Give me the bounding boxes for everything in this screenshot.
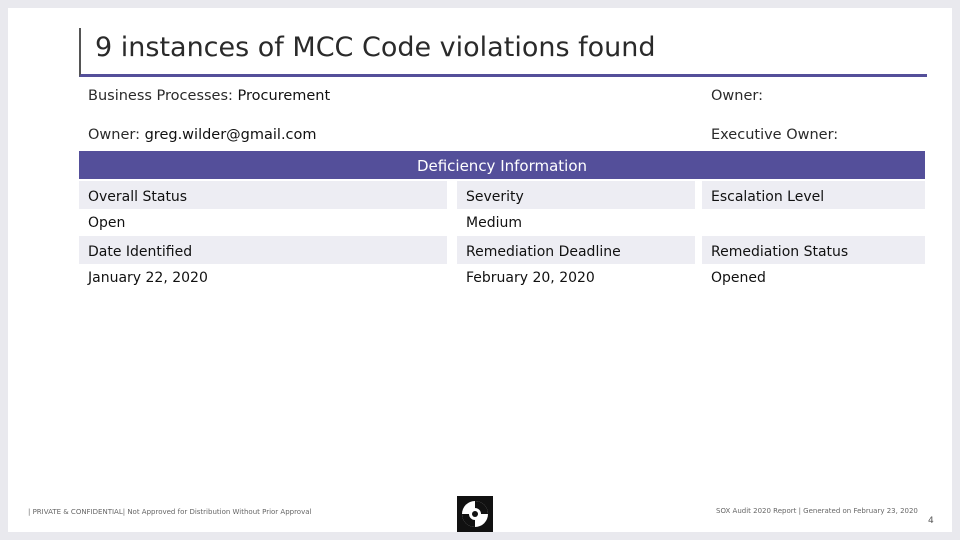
circular-swirl-logo-icon [457,496,493,532]
header-cell-remediation-status [702,236,925,264]
value-severity: Medium [466,215,522,231]
header-severity: Severity [466,189,524,205]
value-overall-status: Open [88,215,126,231]
header-date-identified: Date Identified [88,244,193,260]
header-remediation-deadline: Remediation Deadline [466,244,621,260]
business-processes-value: Procurement [237,88,331,104]
title-bar [79,28,927,77]
value-date-identified: January 22, 2020 [88,270,208,286]
header-overall-status: Overall Status [88,189,188,205]
executive-owner [711,127,838,143]
header-cell-remediation-deadline [457,236,695,264]
deficiency-heading: Deficiency Information [79,151,925,179]
executive-owner-label: Executive Owner: [711,127,839,143]
page-number: 4 [928,516,934,526]
owner-top-right [711,88,763,104]
owner-value: greg.wilder@gmail.com [144,127,317,143]
header-cell-overall-status [79,181,447,209]
header-cell-date-identified [79,236,447,264]
footer-confidential: | PRIVATE & CONFIDENTIAL| Not Approved for Distribution Without Prior Approval [28,508,312,516]
header-remediation-status: Remediation Status [711,244,849,260]
owner-label: Owner: [88,127,140,143]
value-remediation-status: Opened [711,270,766,286]
owner-top-right-label: Owner: [711,88,763,104]
value-remediation-deadline: February 20, 2020 [466,270,595,286]
header-cell-severity [457,181,695,209]
business-processes-label: Business Processes: [88,88,233,104]
header-escalation-level: Escalation Level [711,189,825,205]
footer-report-info: SOX Audit 2020 Report | Generated on February 23, 2020 [716,507,918,515]
page-title: 9 instances of MCC Code violations found [95,32,656,63]
business-processes [88,88,330,104]
owner [88,127,317,143]
header-cell-escalation-level [702,181,925,209]
